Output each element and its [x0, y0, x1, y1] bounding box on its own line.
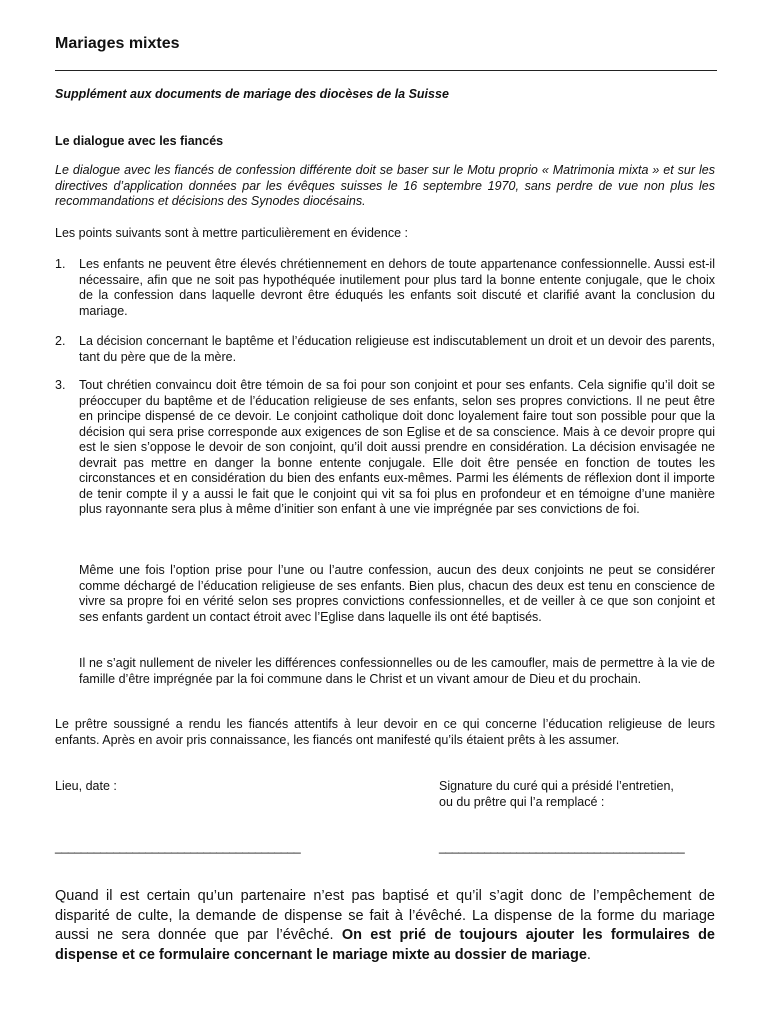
signature-label-line-1: Signature du curé qui a présidé l’entretien, — [439, 779, 674, 793]
list-item-2 — [55, 334, 715, 365]
place-date-line: ______________________________________ — [55, 840, 301, 854]
points-intro: Les points suivants sont à mettre particulièrement en évidence : — [55, 226, 408, 240]
list-item-3 — [55, 378, 715, 518]
list-item-1 — [55, 257, 715, 319]
sub-paragraph-2: Il ne s’agit nullement de niveler les différences confessionnelles ou de les camoufler, mais de permettre à la vie de famille d’être imprégnée par la foi commune dans le Christ et un vivant amour de Dieu et du prochain. — [79, 656, 715, 686]
final-note-text: Quand il est certain qu’un partenaire n’est pas baptisé et qu’il s’agit donc de l’empêchement de disparité de culte, la demande de dispense se fait à l’évêché. La dispense de la forme du mariage aussi ne sera donnée que par l’évêché. — [55, 888, 715, 943]
list-item-text: La décision concernant le baptême et l’éducation religieuse est indiscutablement un droit et un devoir des parents, tant du père que de la mère. — [79, 334, 715, 364]
document-subtitle: Supplément aux documents de mariage des diocèses de la Suisse — [55, 87, 449, 101]
final-note-emphasis: On est prié de toujours ajouter les formulaires de dispense et ce formulaire concernant le mariage mixte au dossier de mariage — [55, 927, 715, 963]
signature-line: ______________________________________ — [439, 840, 685, 854]
list-item-text: Tout chrétien convaincu doit être témoin de sa foi pour son conjoint et pour ses enfants. Cela signifie qu’il doit se préoccuper du baptême et de l’éducation religieuse de ses enfants, selon ses propres convictions. Il ne peut être en principe dispensé de ce devoir. Le conjoint catholique doit donc loyalement faire tout son possible pour que la décision qui sera prise corresponde aux exigences de son Eglise et de sa conscience. Mais à ce devoir propre qui est le sien s’oppose le devoir de son conjoint, qu’il doit aussi prendre en considération. La décision envisagée ne devrait pas mettre en danger la bonne entente conjugale. Elle doit être pensée en fonction de toutes les circonstances et en considération du bien des enfants eux-mêmes. Parmi les éléments de réflexion dont il importe de tenir compte il y a aussi le fait que le conjoint qui vit sa foi plus en profondeur et en témoigne d’une manière plus rayonnante sera plus à même d’initier son enfant à une vie imprégnée par ses convictions de foi. — [79, 378, 715, 516]
list-item-number: 1. — [55, 257, 66, 271]
closing-paragraph: Le prêtre soussigné a rendu les fiancés attentifs à leur devoir en ce qui concerne l’éducation religieuse de leurs enfants. Après en avoir pris connaissance, les fiancés ont manifesté qu’ils étaient prêts à les assumer. — [55, 717, 715, 747]
place-date-label: Lieu, date : — [55, 779, 117, 793]
signature-label-line-2: ou du prêtre qui l’a remplacé : — [439, 794, 605, 809]
list-item-number: 3. — [55, 378, 66, 392]
section-heading: Le dialogue avec les fiancés — [55, 134, 224, 148]
list-item-text: Les enfants ne peuvent être élevés chrétiennement en dehors de toute appartenance confessionnelle. Aussi est-il nécessaire, afin que ne soit pas hypothéquée inutilement pour plus tard la bonne entente conjugale, que le choix de la confession dans laquelle devront être éduqués les enfants soit discuté et clarifié avant la conclusion du mariage. — [79, 257, 715, 318]
intro-paragraph: Le dialogue avec les fiancés de confession différente doit se baser sur le Motu proprio « Matrimonia mixta » et sur les directives d’application données par les évêques suisses le 16 septembre 1970, sans perdre de vue non plus les recommandations et décisions des Synodes diocésains. — [55, 163, 715, 208]
list-item-number: 2. — [55, 334, 66, 348]
final-note-end: . — [586, 946, 591, 963]
sub-paragraph-1: Même une fois l’option prise pour l’une ou l’autre confession, aucun des deux conjoints ne peut se considérer comme déchargé de l’éducation religieuse de ses enfants. Bien plus, chacun des deux est tenu en conscience de vivre sa propre foi en vérité selon ses propres convictions confessionnelles, et de veiller à ce que son conjoint et ses enfants gardent un contact étroit avec l’Eglise dans laquelle ils ont été baptisés. — [79, 563, 715, 624]
title-divider — [55, 70, 717, 71]
page-title: Mariages mixtes — [55, 35, 180, 52]
final-note — [55, 887, 715, 965]
signature-label — [439, 779, 729, 810]
